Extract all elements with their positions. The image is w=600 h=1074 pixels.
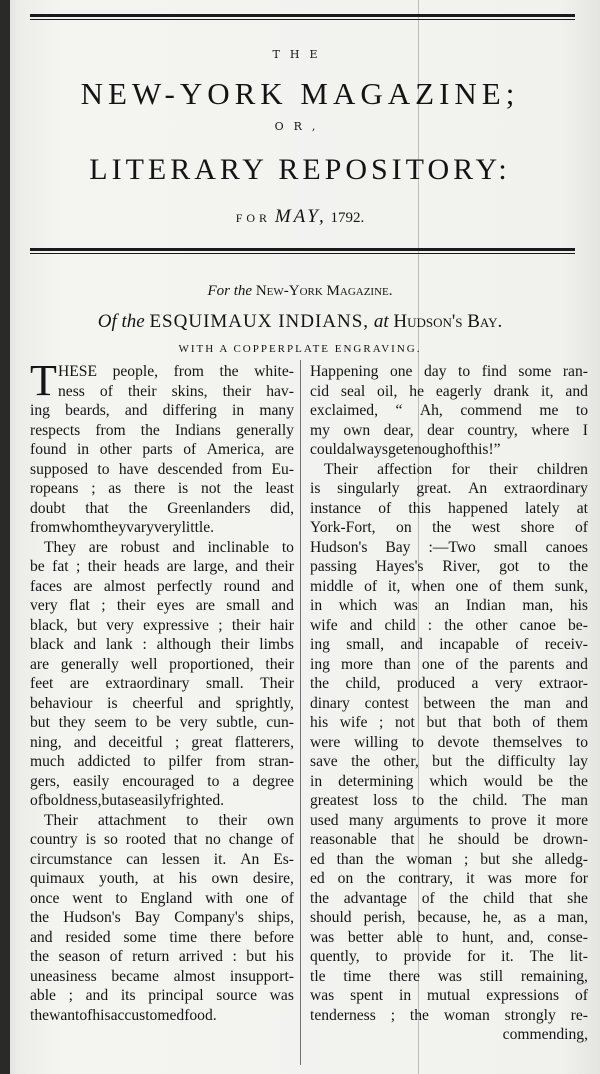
text-line: faces are almost perfectly round and <box>30 577 294 595</box>
text-line: much addicted to pilfer from stran- <box>30 753 294 770</box>
text-line: exclaimed, “ Ah, commend me to <box>310 402 588 419</box>
text-line: circumstance can lessen it. An Es- <box>30 850 294 868</box>
article-for-caps: New-York Magazine. <box>255 283 393 299</box>
article-column-right <box>310 362 588 1045</box>
text-line: found in other parts of America, are <box>30 441 294 458</box>
text-line: tle time there was still remaining, <box>310 967 588 985</box>
text-line: was spent in mutual expressions of <box>310 987 588 1004</box>
text-line: behaviour is cheerful and sprightly, <box>30 694 294 712</box>
text-line: middle of it, when one of them sunk, <box>310 577 588 595</box>
text-line: able ; and its principal source was <box>30 987 294 1004</box>
issue-year: 1792. <box>330 210 365 226</box>
text-line: respects from the Indians generally <box>30 421 294 439</box>
article-for-italic: For the <box>207 283 253 299</box>
text-line: dinary contest between the man and <box>310 694 588 712</box>
text-line: used many arguments to prove it more <box>310 811 588 829</box>
text-line: the want of his accustomed food. <box>30 1006 217 1024</box>
text-line: was better able to hunt, and, conse- <box>310 928 588 946</box>
text-line: could always get enough of this!” <box>310 441 501 458</box>
text-line: quently, to provide for it. The lit- <box>310 948 588 965</box>
text-line: the child, produced a very extraor- <box>310 675 588 692</box>
text-line: the season of return arrived : but his <box>30 948 294 965</box>
heading-main: ESQUIMAUX INDIANS, <box>149 311 370 332</box>
text-line: York-Fort, on the west shore of <box>310 519 588 536</box>
issue-month: MAY, <box>274 206 327 227</box>
top-rule-thick <box>30 14 575 17</box>
text-line: ing beards, and differing in many <box>30 402 294 419</box>
text-line: HESE people, from the white- <box>58 363 294 380</box>
text-line: tenderness ; the woman strongly re- <box>310 1006 588 1024</box>
text-line: country is so rooted that no change of <box>30 831 294 848</box>
text-line: gers, easily encouraged to a degree <box>30 772 294 790</box>
text-line: is singularly great. An extraordinary <box>310 480 588 497</box>
heading-of: Of the <box>97 311 145 332</box>
masthead-subtitle: LITERARY REPOSITORY: <box>89 153 511 186</box>
article-column-left <box>30 362 294 1025</box>
drop-cap: T <box>30 356 57 405</box>
issue-for-word: FOR <box>235 211 272 225</box>
heading-note: WITH A COPPERPLATE ENGRAVING. <box>178 343 422 355</box>
text-line: black and lank : although their limbs <box>30 636 294 653</box>
text-line: the advantage of the child that she <box>310 889 588 907</box>
masthead-title: NEW-YORK MAGAZINE; <box>80 76 520 111</box>
text-line: doubt that the Greenlanders did, <box>30 499 294 517</box>
text-line: passing Hayes's River, got to the <box>310 558 588 575</box>
heading-at: at <box>373 311 389 332</box>
article-heading <box>20 311 580 333</box>
text-line: uneasiness became almost insupport- <box>30 967 294 985</box>
text-line: ing more than one of the parents and <box>310 655 588 673</box>
text-line: ed on the contrary, it was more for <box>310 870 588 887</box>
page-binding-edge <box>0 0 10 1074</box>
text-line: greatest loss to the child. The man <box>310 792 588 809</box>
text-line: but they seem to be very subtle, cun- <box>30 714 294 731</box>
masthead-the: THE <box>272 48 328 61</box>
section-rule-thick <box>30 248 575 251</box>
text-line: commending, <box>502 1026 588 1043</box>
text-line: and resided some time there before <box>30 928 294 946</box>
text-line: ing small, and incapable of receiv- <box>310 636 588 653</box>
text-line: feet are extraordinary small. Their <box>30 675 294 692</box>
issue-date-line <box>20 206 580 228</box>
top-rule-thin <box>30 19 575 20</box>
text-line: once went to England with one of <box>30 889 294 907</box>
text-line: ropeans ; as there is not the least <box>30 480 294 497</box>
text-line: wife and child : the other canoe be- <box>310 616 588 634</box>
text-line: in which was an Indian man, his <box>310 597 588 614</box>
text-line: are generally well proportioned, their <box>30 655 294 673</box>
heading-place: Hudson's Bay. <box>393 311 503 332</box>
text-line: cid seal oil, he eagerly drank it, and <box>310 382 588 400</box>
text-line: Their affection for their children <box>324 460 588 478</box>
text-line: reasonable that he should be drown- <box>310 831 588 848</box>
text-line: the Hudson's Bay Company's ships, <box>30 909 294 926</box>
text-line: were willing to devote themselves to <box>310 733 588 751</box>
text-line: ed than the woman ; but she alledg- <box>310 850 588 868</box>
section-rule-thin <box>30 253 575 254</box>
text-line: instance of this happened lately at <box>310 499 588 517</box>
text-line: quimaux youth, at his own desire, <box>30 870 294 887</box>
masthead-or: OR, <box>274 120 326 133</box>
column-divider <box>300 360 301 1065</box>
text-line: my own dear, dear country, where I <box>310 421 588 439</box>
text-line: from whom they vary very little. <box>30 519 215 536</box>
text-line: should perish, because, he, as a man, <box>310 909 588 926</box>
text-line: be fat ; their heads are large, and their <box>30 558 294 575</box>
text-line: Their attachment to their own <box>44 811 294 829</box>
text-line: ness of their skins, their hav- <box>58 382 294 400</box>
text-line: of boldness, but as easily frighted. <box>30 792 225 809</box>
text-line: save the other, but the difficulty lay <box>310 753 588 770</box>
text-line: very flat ; their eyes are small and <box>30 597 294 614</box>
text-line: black, but very expressive ; their hair <box>30 616 294 634</box>
text-line: They are robust and inclinable to <box>44 538 294 556</box>
text-line: in determining which would be the <box>310 772 588 790</box>
text-line: Hudson's Bay :—Two small canoes <box>310 538 588 556</box>
article-for-line <box>20 283 580 300</box>
text-line: Happening one day to find some ran- <box>310 363 588 380</box>
text-line: ning, and deceitful ; great flatterers, <box>30 733 294 751</box>
text-line: his wife ; not but that both of them <box>310 714 588 731</box>
text-line: supposed to have descended from Eu- <box>30 460 294 478</box>
